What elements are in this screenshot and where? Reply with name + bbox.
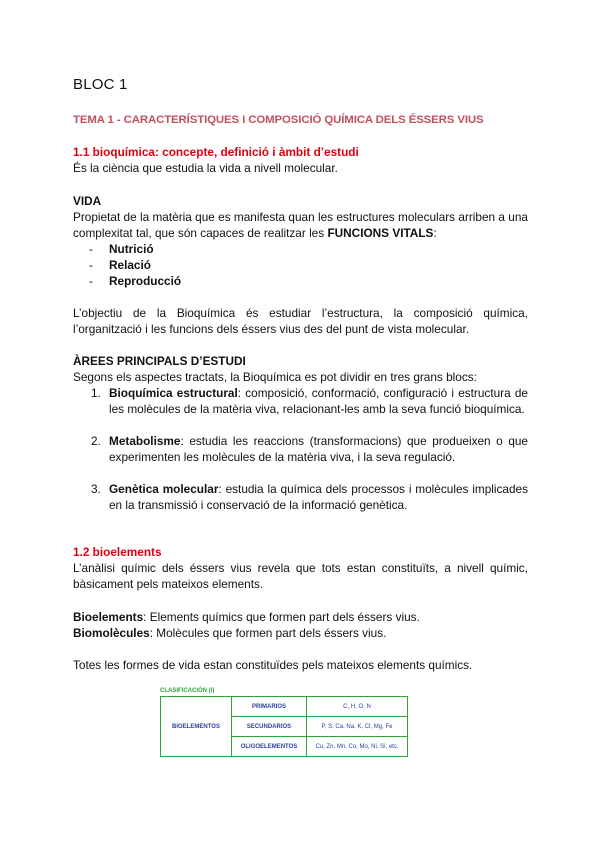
list-item bbox=[73, 257, 528, 273]
section-1-1-text: És la ciència que estudia la vida a nivell molecular. bbox=[73, 161, 338, 175]
value-cell: P, S, Ca, Na, K, Cl, Mg, Fe bbox=[307, 717, 408, 737]
item-number: 1. bbox=[91, 386, 101, 400]
objectiu-paragraph: L’objectiu de la Bioquímica és estudiar l’estructura, la composició química, l’organització i les funcions dels éssers vius des del punt de vista molecular. bbox=[73, 306, 528, 336]
item-term: Genètica molecular bbox=[109, 482, 219, 496]
row-label: BIOELEMENTOS bbox=[161, 697, 232, 757]
bloc-title: BLOC 1 bbox=[73, 76, 128, 93]
vida-heading: VIDA bbox=[73, 194, 102, 208]
table-title: CLASIFICACIÓN (I) bbox=[160, 688, 215, 694]
dash-bullet: - bbox=[89, 258, 93, 272]
definition-term: Bioelements bbox=[73, 610, 144, 624]
type-cell: PRIMARIOS bbox=[232, 697, 307, 717]
vida-text bbox=[73, 209, 528, 241]
vida-functions-list bbox=[73, 241, 528, 289]
list-item bbox=[73, 273, 528, 289]
item-term: Bioquímica estructural bbox=[109, 386, 238, 400]
section-1-2-text: L’anàlisi químic dels éssers vius revela que tots estan constituïts, a nivell químic, bàsicament pels mateixos elements. bbox=[73, 561, 528, 591]
arees-intro: Segons els aspectes tractats, la Bioquímica es pot dividir en tres grans blocs: bbox=[73, 370, 477, 384]
section-1-2-heading: 1.2 bioelements bbox=[73, 545, 162, 559]
arees-section bbox=[73, 353, 528, 513]
list-item bbox=[73, 241, 528, 257]
list-item-label: Reproducció bbox=[109, 274, 182, 288]
classification-table bbox=[160, 696, 408, 757]
definition-term: Biomolècules bbox=[73, 626, 150, 640]
tema-title: TEMA 1 - CARACTERÍSTIQUES I COMPOSICIÓ QUÍMICA DELS ÉSSERS VIUS bbox=[73, 114, 484, 126]
value-cell: Cu, Zn, Mn, Co, Mo, Ni, Si, etc. bbox=[307, 737, 408, 757]
vida-text-a: Propietat de la matèria que es manifesta quan les estructures moleculars arriben a una complexitat tal, que són capaces de realitzar les bbox=[73, 210, 528, 240]
list-item bbox=[73, 481, 528, 513]
dash-bullet: - bbox=[89, 274, 93, 288]
vida-text-end: : bbox=[433, 226, 437, 240]
section-1-1 bbox=[73, 144, 528, 176]
list-item-label: Relació bbox=[109, 258, 151, 272]
totes-paragraph: Totes les formes de vida estan constituïdes pels mateixos elements químics. bbox=[73, 658, 473, 672]
vida-section bbox=[73, 193, 528, 289]
list-item bbox=[73, 433, 528, 465]
list-item-label: Nutrició bbox=[109, 242, 154, 256]
definition-desc: : Elements químics que formen part dels éssers vius. bbox=[143, 610, 420, 624]
dash-bullet: - bbox=[89, 242, 93, 256]
table-row bbox=[161, 697, 408, 717]
list-item bbox=[73, 385, 528, 417]
definition-bioelements bbox=[73, 609, 528, 625]
vida-text-bold: FUNCIONS VITALS bbox=[327, 226, 434, 240]
section-1-2 bbox=[73, 544, 528, 592]
type-cell: OLIGOELEMENTOS bbox=[232, 737, 307, 757]
value-cell: C, H, O, N bbox=[307, 697, 408, 717]
item-term: Metabolisme bbox=[109, 434, 181, 448]
item-desc: : composició, conformació, configuració i estructura de les molècules de la matèria viva, relacionant-les amb la seva funció bioquímica. bbox=[109, 386, 528, 416]
section-1-1-heading: 1.1 bioquímica: concepte, definició i àmbit d’estudi bbox=[73, 145, 359, 159]
definition-biomolecules bbox=[73, 625, 528, 641]
item-desc: : estudia les reaccions (transformacions) que produeixen o que experimenten les molècules de la matèria viva, i la seva regulació. bbox=[109, 434, 528, 464]
classification-table-figure bbox=[160, 688, 410, 757]
item-number: 3. bbox=[91, 482, 101, 496]
type-cell: SECUNDARIOS bbox=[232, 717, 307, 737]
item-desc: : estudia la química dels processos i molècules implicades en la transmissió i conservació de la informació genètica. bbox=[109, 482, 528, 512]
definitions bbox=[73, 609, 528, 641]
arees-heading: ÀREES PRINCIPALS D’ESTUDI bbox=[73, 354, 246, 368]
definition-desc: : Molècules que formen part dels éssers vius. bbox=[149, 626, 387, 640]
item-number: 2. bbox=[91, 434, 101, 448]
